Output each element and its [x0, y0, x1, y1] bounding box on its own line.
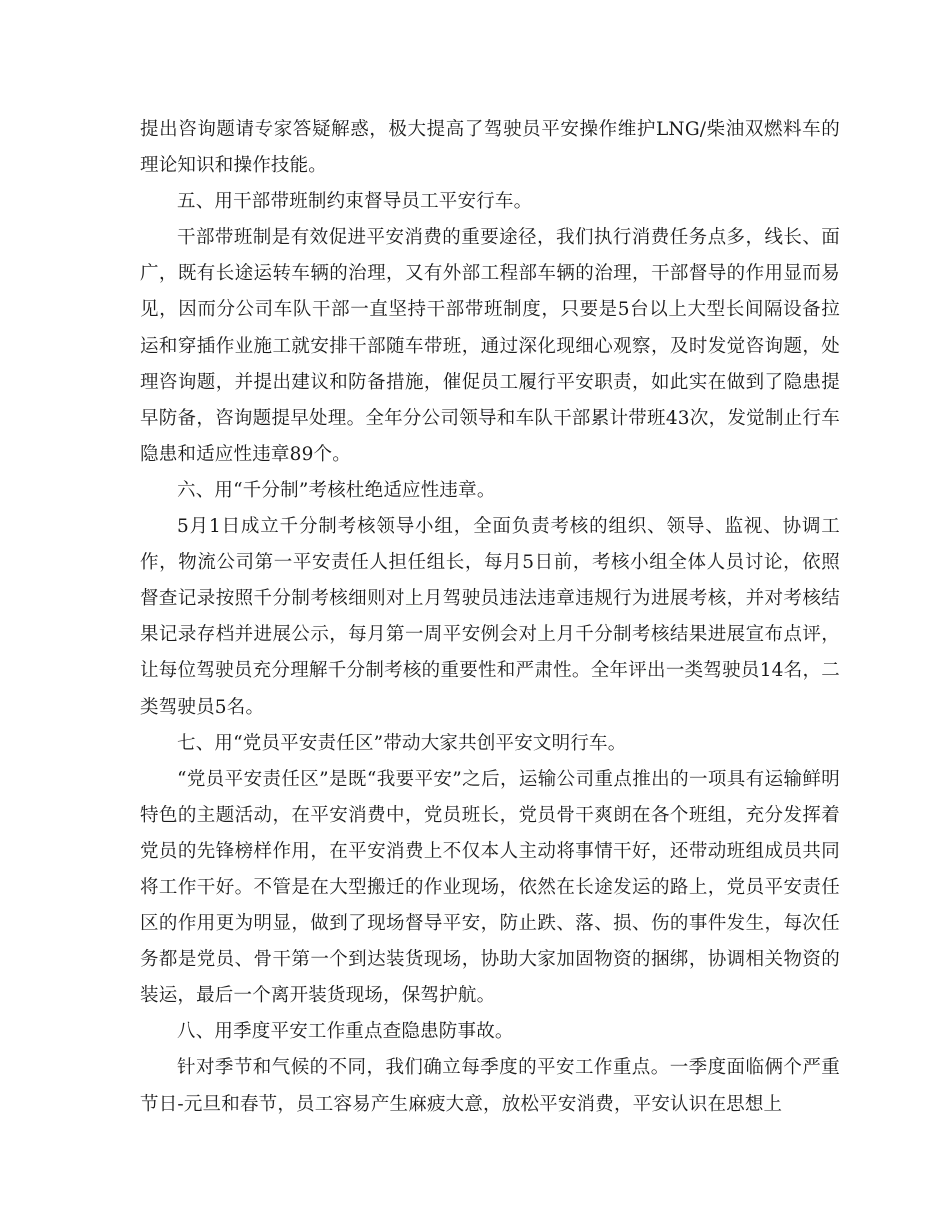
section-heading-7: 七、用“党员平安责任区”带动大家共创平安文明行车。	[177, 732, 627, 754]
document-body	[140, 112, 840, 1123]
paragraph-section-8: 针对季节和气候的不同，我们确立每季度的平安工作重点。一季度面临俩个严重节日-元旦和春节，员工容易产生麻疲大意，放松平安消费，平安认识在思想上	[140, 1057, 840, 1115]
section-heading-5: 五、用干部带班制约束督导员工平安行车。	[177, 191, 533, 213]
section-heading-6: 六、用“千分制”考核杜绝适应性违章。	[177, 479, 496, 501]
paragraph-section-5: 干部带班制是有效促进平安消费的重要途径，我们执行消费任务点多，线长、面广，既有长途运转车辆的治理，又有外部工程部车辆的治理，干部督导的作用显而易见，因而分公司车队干部一直坚持干部带班制度，只要是5台以上大型长间隔设备拉运和穿插作业施工就安排干部随车带班，通过深化现细心观察，及时发觉咨询题，处理咨询题，并提出建议和防备措施，催促员工履行平安职责，如此实在做到了隐患提早防备，咨询题提早处理。全年分公司领导和车队干部累计带班43次，发觉制止行车隐患和适应性违章89个。	[140, 227, 840, 465]
paragraph-continuation: 提出咨询题请专家答疑解惑，极大提高了驾驶员平安操作维护LNG/柴油双燃料车的理论知识和操作技能。	[140, 119, 840, 177]
paragraph-section-7: “党员平安责任区”是既“我要平安”之后，运输公司重点推出的一项具有运输鲜明特色的主题活动，在平安消费中，党员班长，党员骨干爽朗在各个班组，充分发挥着党员的先锋榜样作用，在平安消费上不仅本人主动将事情干好，还带动班组成员共同将工作干好。不管是在大型搬迁的作业现场，依然在长途发运的路上，党员平安责任区的作用更为明显，做到了现场督导平安，防止跌、落、损、伤的事件发生，每次任务都是党员、骨干第一个到达装货现场，协助大家加固物资的捆绑，协调相关物资的装运，最后一个离开装货现场，保驾护航。	[140, 768, 840, 1007]
section-heading-8: 八、用季度平安工作重点查隐患防事故。	[177, 1021, 514, 1043]
paragraph-section-6: 5月1日成立千分制考核领导小组，全面负责考核的组织、领导、监视、协调工作，物流公司第一平安责任人担任组长，每月5日前，考核小组全体人员讨论，依照督查记录按照千分制考核细则对上月驾驶员违法违章违规行为进展考核，并对考核结果记录存档并进展公示，每月第一周平安例会对上月千分制考核结果进展宣布点评，让每位驾驶员充分理解千分制考核的重要性和严肃性。全年评出一类驾驶员14名，二类驾驶员5名。	[140, 516, 840, 718]
